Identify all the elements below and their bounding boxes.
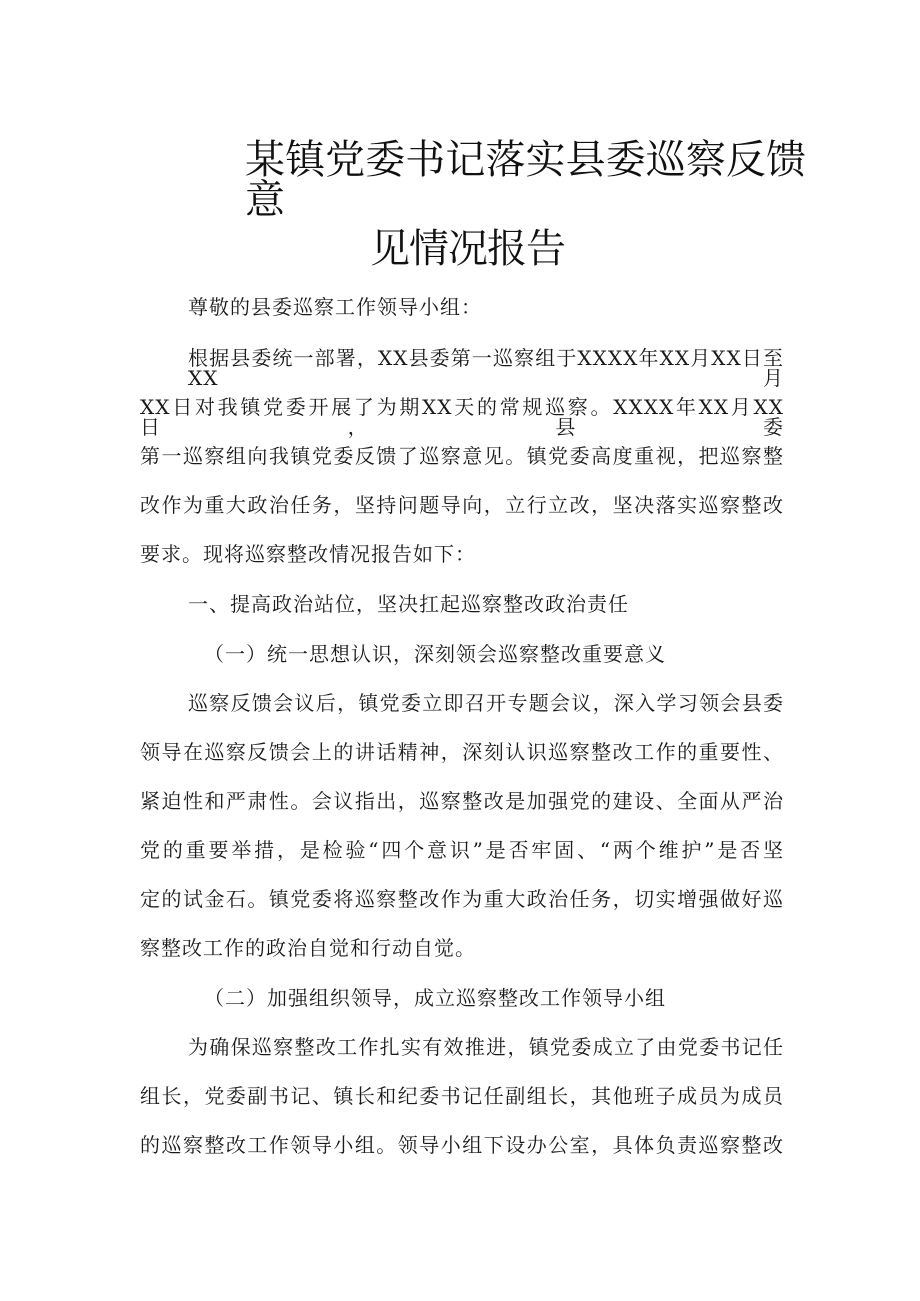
- paragraph-line: 改作为重大政治任务，坚持问题导向，立行立改，坚决落实巡察整改: [140, 493, 784, 517]
- paragraph-line: 紧迫性和严肃性。会议指出，巡察整改是加强党的建设、全面从严治: [140, 789, 784, 813]
- paragraph-line: 为确保巡察整改工作扎实有效推进，镇党委成立了由党委书记任: [188, 1035, 784, 1059]
- paragraph-line: 要求。现将巡察整改情况报告如下：: [140, 542, 476, 566]
- document-title-line-1: 某镇党委书记落实县委巡察反馈意: [245, 137, 805, 223]
- paragraph-line: 第一巡察组向我镇党委反馈了巡察意见。镇党委高度重视，把巡察整: [140, 444, 784, 468]
- paragraph-line: 党的重要举措，是检验“四个意识”是否牢固、“两个维护”是否坚: [140, 838, 784, 862]
- salutation: 尊敬的县委巡察工作领导小组：: [188, 295, 482, 319]
- paragraph-line: 领导在巡察反馈会上的讲话精神，深刻认识巡察整改工作的重要性、: [140, 740, 784, 764]
- paragraph-line: 组长，党委副书记、镇长和纪委书记任副组长，其他班子成员为成员: [140, 1084, 784, 1108]
- paragraph-line: 定的试金石。镇党委将巡察整改作为重大政治任务，切实增强做好巡: [140, 887, 784, 911]
- section-heading: 一、提高政治站位，坚决扛起巡察整改政治责任: [188, 592, 629, 616]
- paragraph-line: 根据县委统一部署，XX县委第一巡察组于XXXX年XX月XX日至XX月: [188, 346, 784, 390]
- paragraph-line: 的巡察整改工作领导小组。领导小组下设办公室，具体负责巡察整改: [140, 1133, 784, 1157]
- subsection-heading: （二）加强组织领导，成立巡察整改工作领导小组: [204, 986, 666, 1010]
- subsection-heading: （一）统一思想认识，深刻领会巡察整改重要意义: [204, 642, 666, 666]
- paragraph-line: 察整改工作的政治自觉和行动自觉。: [140, 936, 476, 960]
- paragraph-line: XX日对我镇党委开展了为期XX天的常规巡察。XXXX年XX月XX日，县委: [140, 395, 784, 439]
- document-title-line-2: 见情况报告: [370, 226, 565, 272]
- paragraph-line: 巡察反馈会议后，镇党委立即召开专题会议，深入学习领会县委: [188, 691, 784, 715]
